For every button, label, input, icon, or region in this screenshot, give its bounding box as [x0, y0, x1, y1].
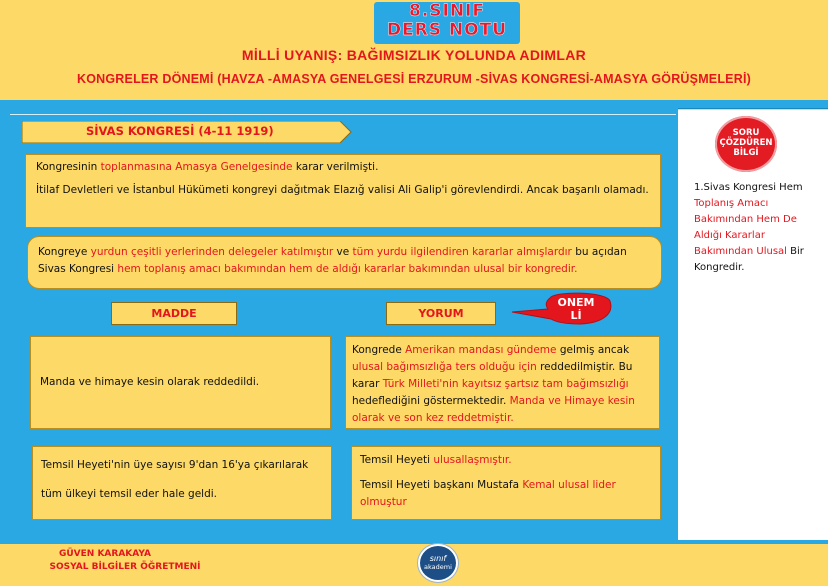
author-title: SOSYAL BİLGİLER ÖĞRETMENİ [49, 562, 201, 572]
body-text: bu açıdan Sivas Kongresi [38, 246, 627, 275]
yorum-label: YORUM [386, 302, 496, 325]
yorum-box-1 [345, 336, 660, 429]
paragraph [38, 244, 651, 278]
page-title: MİLLİ UYANIŞ: BAĞIMSIZLIK YOLUNDA ADIMLAR [241, 47, 587, 63]
divider-line [10, 114, 676, 115]
paragraph [40, 374, 259, 391]
body-text: ve [333, 246, 353, 258]
paragraph [360, 452, 652, 469]
sinif-akademi-logo [418, 544, 458, 582]
highlight-text: toplanmasına Amasya Genelgesinde [100, 161, 293, 173]
madde-box-2 [32, 446, 332, 520]
onem-line-2: Lİ [570, 309, 582, 322]
body-text: hedeflediğini göstermektedir. [352, 395, 510, 407]
body-text: Kongreye [38, 246, 91, 258]
onemli-callout [548, 296, 604, 322]
body-text: karar verilmişti. [292, 161, 379, 173]
onem-line-1: ONEM [557, 296, 595, 309]
author-name: GÜVEN KARAKAYA [58, 549, 151, 559]
highlight-text: Manda ve Himaye kesin olarak ve son kez reddetmiştir. [352, 395, 635, 424]
badge-line: ÇÖZDÜREN [719, 138, 773, 148]
badge-line: BİLGİ [733, 148, 759, 158]
madde-label: MADDE [111, 302, 237, 325]
badge-line-2: DERS NOTU [386, 20, 508, 40]
section-title: SİVAS KONGRESİ (4-11 1919) [86, 124, 274, 138]
highlight-text: tüm yurdu ilgilendiren kararlar almışlardır [352, 246, 572, 258]
paragraph [360, 477, 652, 511]
highlight-text: hem toplanış amacı bakımından hem de aldığı kararlar bakımından ulusal bir kongredir. [117, 263, 578, 275]
highlight-text: yurdun çeşitli yerlerinden delegeler katılmıştır [90, 246, 334, 258]
paragraph [41, 457, 323, 474]
body-text: Temsil Heyeti başkanı Mustafa [360, 479, 523, 491]
body-text: Bir Kongredir. [694, 246, 804, 273]
body-text: gelmiş ancak [556, 344, 630, 356]
highlight-text: Kemal ulusal lider olmuştur [360, 479, 616, 508]
body-text: Kongrede [352, 344, 406, 356]
highlight-text: Türk Milleti'nin kayıtsız şartsız tam bağımsızlığı [382, 378, 629, 390]
highlight-text: ulusallaşmıştır. [433, 454, 512, 466]
body-text: Manda ve himaye kesin olarak reddedildi. [40, 376, 260, 388]
ders-notu-badge [374, 2, 520, 44]
body-text: İtilaf Devletleri ve İstanbul Hükümeti kongreyi dağıtmak Elazığ valisi Ali Galip'i görevlendirdi. Ancak başarılı olamadı. [36, 184, 649, 196]
paragraph [352, 342, 653, 427]
info-box-importance [27, 236, 662, 289]
madde-box-1 [30, 336, 331, 429]
section-heading [22, 121, 352, 143]
body-text: tüm ülkeyi temsil eder hale geldi. [41, 488, 217, 500]
badge-line-1: 8.SINIF [408, 1, 486, 21]
logo-line-1: sınıf [429, 554, 447, 563]
highlight-text: Toplanış Amacı Bakımından Hem De Aldığı Kararlar Bakımından Ulusal [694, 198, 797, 257]
paragraph [36, 182, 650, 199]
soru-cozduren-badge [715, 116, 777, 172]
side-panel [678, 110, 828, 540]
highlight-text: Amerikan mandası gündeme [405, 344, 557, 356]
body-text: reddedilmiştir. Bu karar [352, 361, 633, 390]
body-text: Temsil Heyeti [360, 454, 434, 466]
body-text: Temsil Heyeti'nin üye sayısı 9'dan 16'ya çıkarılarak [41, 459, 309, 471]
info-box-context [25, 154, 661, 228]
badge-line: SORU [732, 128, 760, 138]
author-credit [0, 548, 250, 574]
yorum-box-2 [351, 446, 661, 520]
highlight-text: ulusal bağımsızlığa ters olduğu için [352, 361, 537, 373]
paragraph [36, 159, 650, 176]
footer-divider [0, 540, 828, 544]
logo-line-2: akademi [424, 563, 452, 571]
paragraph [41, 486, 323, 503]
body-text: 1.Sivas Kongresi Hem [694, 182, 803, 193]
side-note [694, 180, 826, 276]
page-subtitle: KONGRELER DÖNEMİ (HAVZA -AMASYA GENELGESİ ERZURUM -SİVAS KONGRESİ-AMASYA GÖRÜŞMELERİ) [77, 72, 751, 86]
body-text: Kongresinin [36, 161, 101, 173]
